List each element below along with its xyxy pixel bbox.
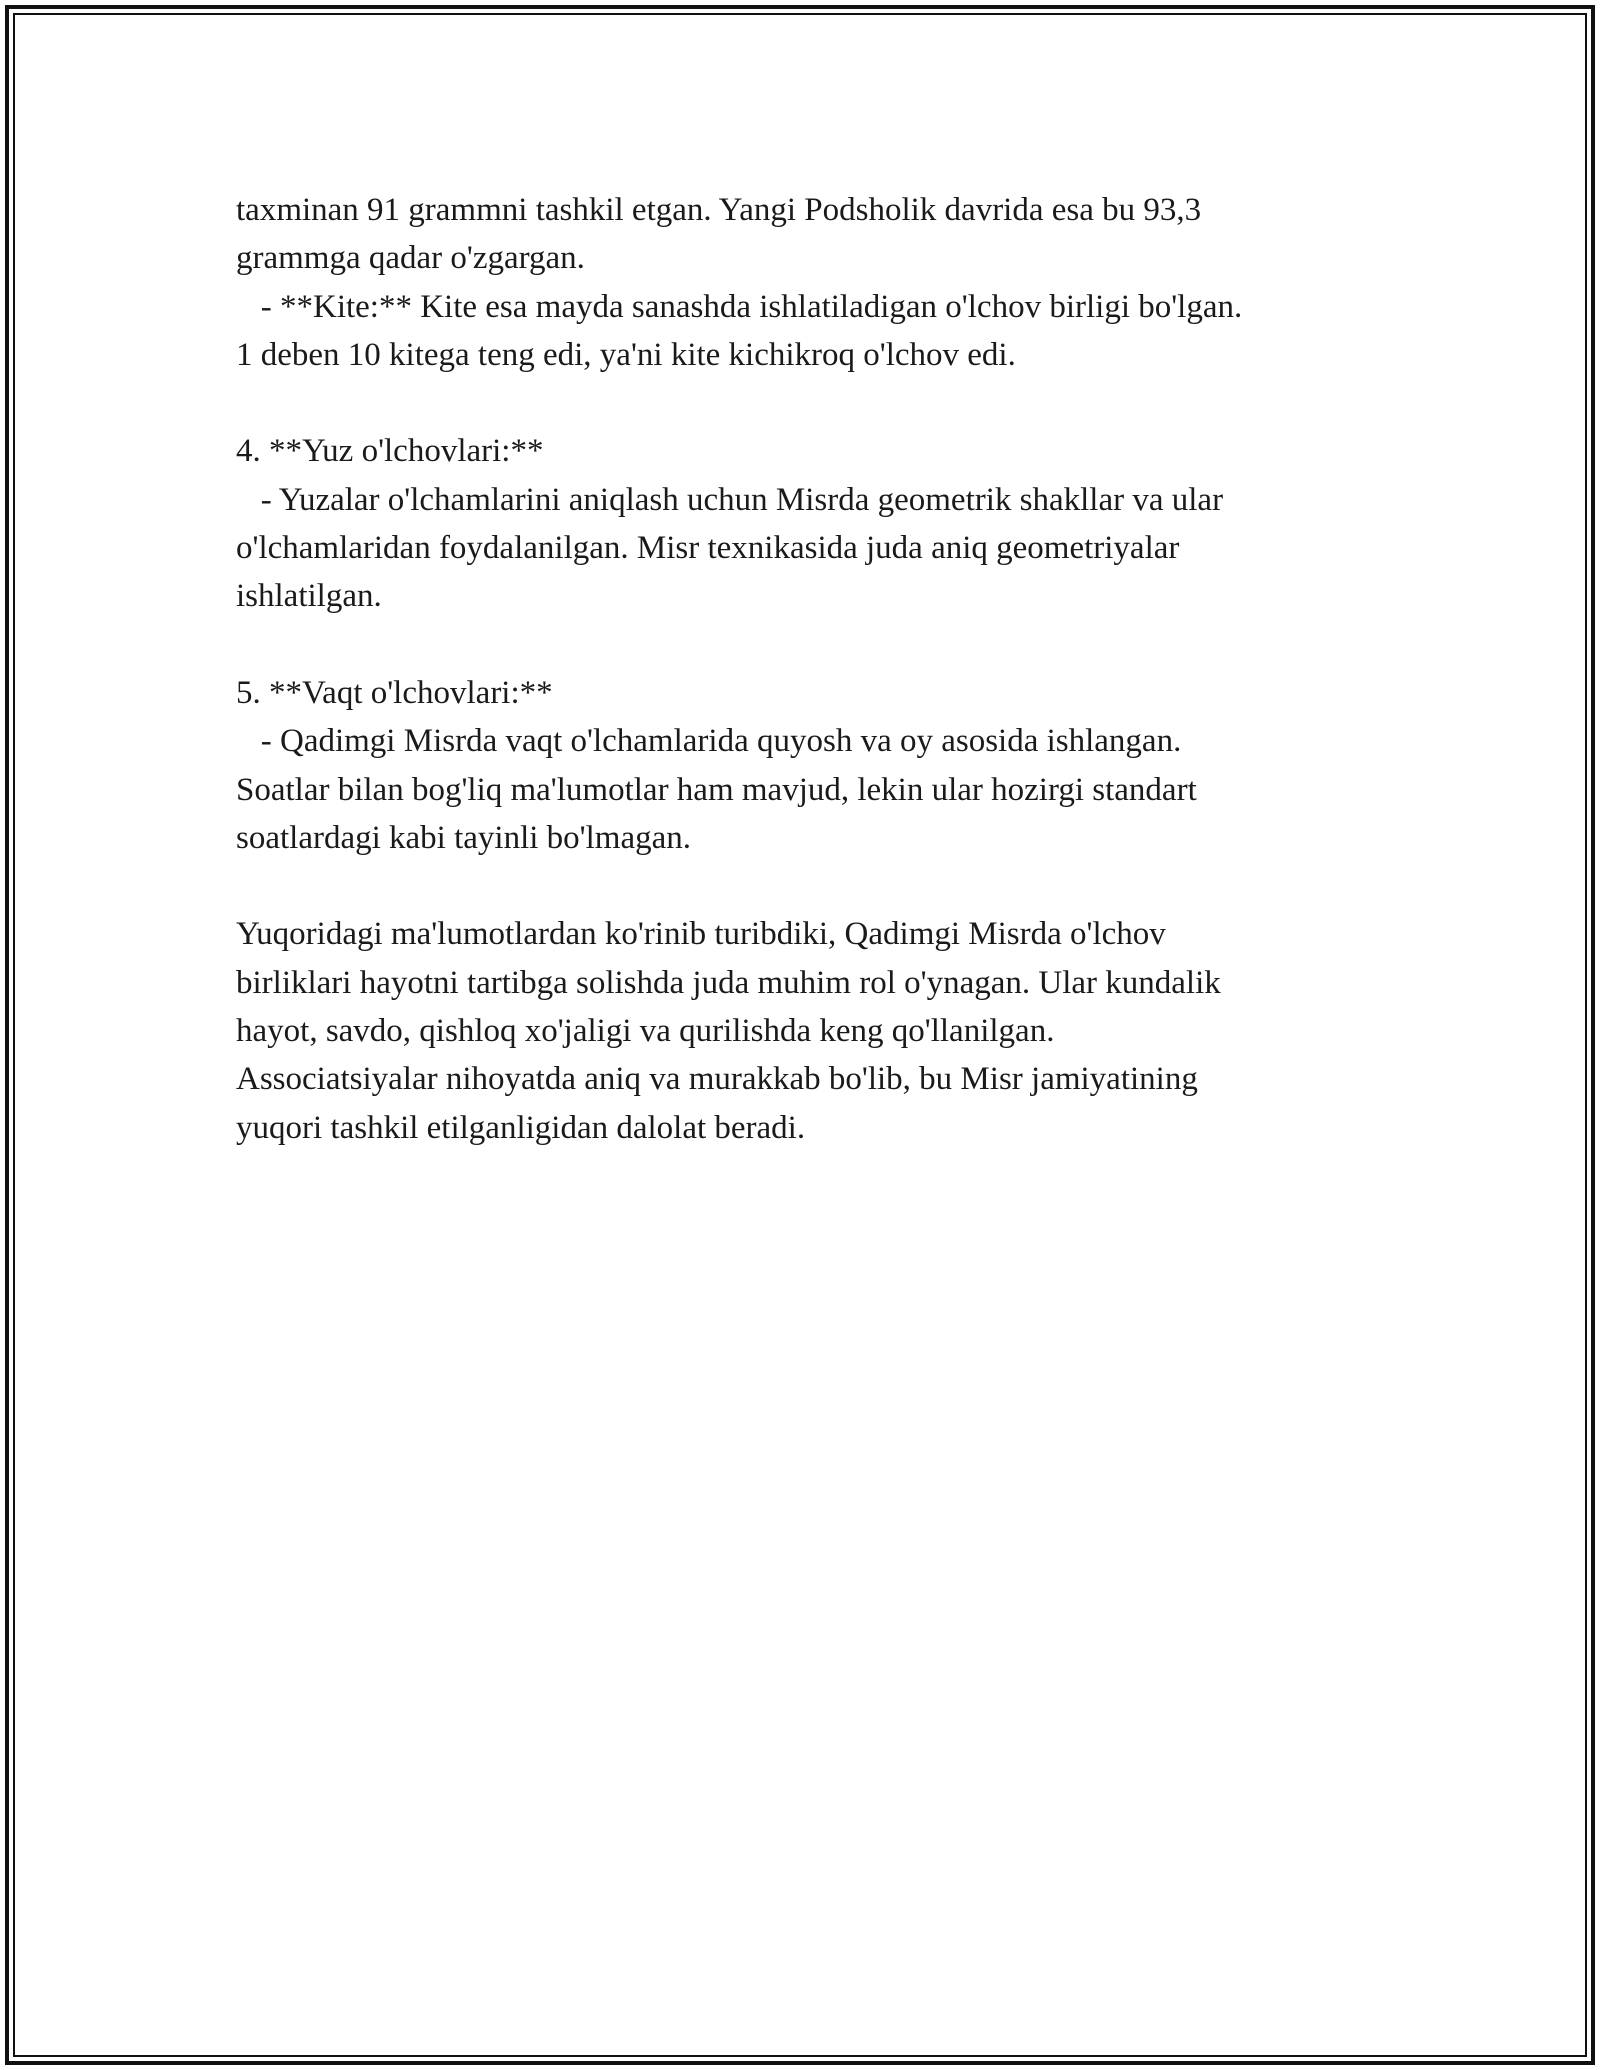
text-line: Soatlar bilan bog'liq ma'lumotlar ham mavjud, lekin ular hozirgi standart [236, 771, 1197, 808]
paragraph-gap [236, 621, 1386, 669]
text-line: - **Kite:** Kite esa mayda sanashda ishlatiladigan o'lchov birligi bo'lgan. [236, 288, 1243, 325]
paragraph-time-measures [236, 669, 1386, 862]
paragraph-gap [236, 862, 1386, 910]
text-line: yuqori tashkil etilganligidan dalolat beradi. [236, 1109, 806, 1146]
text-line: grammga qadar o'zgargan. [236, 240, 585, 277]
paragraph-area-measures [236, 427, 1386, 620]
section-heading: 5. **Vaqt o'lchovlari:** [236, 674, 553, 711]
paragraph-gap [236, 379, 1386, 427]
text-line: taxminan 91 grammni tashkil etgan. Yangi Podsholik davrida esa bu 93,3 [236, 192, 1202, 228]
paragraph-weights [236, 186, 1386, 379]
text-line: hayot, savdo, qishloq xo'jaligi va qurilishda keng qo'llanilgan. [236, 1013, 1055, 1050]
document-body [236, 186, 1386, 1152]
text-line: Yuqoridagi ma'lumotlardan ko'rinib turibdiki, Qadimgi Misrda o'lchov [236, 916, 1166, 953]
text-line: birliklari hayotni tartibga solishda juda muhim rol o'ynagan. Ular kundalik [236, 964, 1221, 1001]
text-line: Associatsiyalar nihoyatda aniq va murakkab bo'lib, bu Misr jamiyatining [236, 1061, 1198, 1098]
text-line: ishlatilgan. [236, 578, 382, 615]
text-line: - Qadimgi Misrda vaqt o'lchamlarida quyosh va oy asosida ishlangan. [236, 723, 1182, 760]
text-line: o'lchamlaridan foydalanilgan. Misr texnikasida juda aniq geometriyalar [236, 530, 1180, 567]
text-line: - Yuzalar o'lchamlarini aniqlash uchun Misrda geometrik shakllar va ular [236, 481, 1224, 518]
section-heading: 4. **Yuz o'lchovlari:** [236, 433, 544, 470]
paragraph-conclusion [236, 910, 1386, 1151]
text-line: soatlardagi kabi tayinli bo'lmagan. [236, 819, 691, 856]
text-line: 1 deben 10 kitega teng edi, ya'ni kite kichikroq o'lchov edi. [236, 336, 1016, 373]
